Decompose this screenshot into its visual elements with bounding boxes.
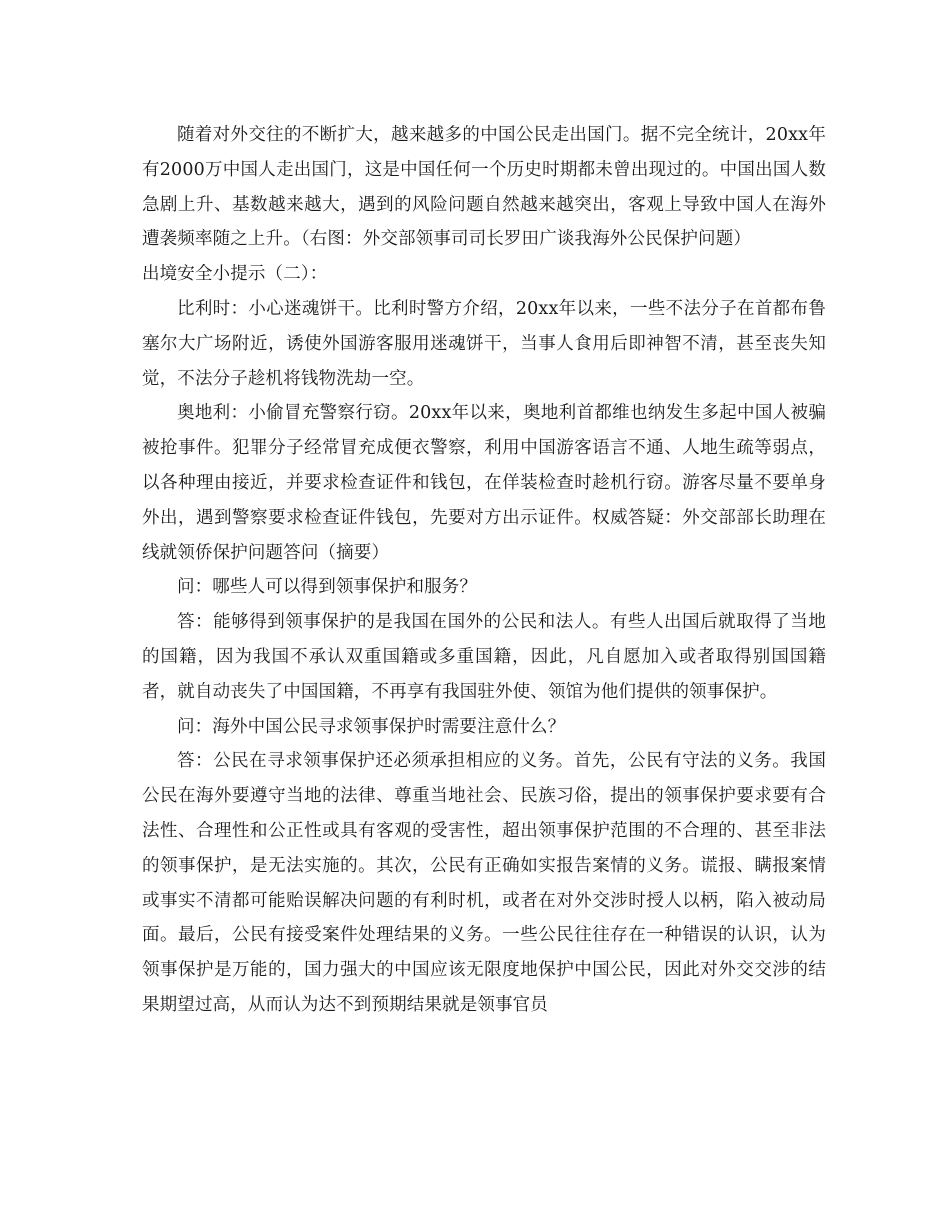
austria-tip-paragraph: 奥地利：小偷冒充警察行窃。20xx年以来，奥地利首都维也纳发生多起中国人被骗被抢事件。犯罪分子经常冒充成便衣警察，利用中国游客语言不通、人地生疏等弱点，以各种理由接近，并要求检查证件和钱包，在佯装检查时趁机行窃。游客尽量不要单身外出，遇到警察要求检查证件钱包，先要对方出示证件。权威答疑：外交部部长助理在线就领侨保护问题答问（摘要）: [142, 403, 826, 563]
question-paragraph: 问：海外中国公民寻求领事保护时需要注意什么？: [177, 716, 566, 737]
belgium-tip-paragraph: 比利时：小心迷魂饼干。比利时警方介绍，20xx年以来，一些不法分子在首都布鲁塞尔大广场附近，诱使外国游客服用迷魂饼干，当事人食用后即神智不清，甚至丧失知觉，不法分子趁机将钱物洗劫一空。: [142, 298, 826, 389]
document-body: [142, 118, 826, 1023]
answer-paragraph: 答：公民在寻求领事保护还必须承担相应的义务。首先，公民有守法的义务。我国公民在海外要遵守当地的法律、尊重当地社会、民族习俗，提出的领事保护要求要有合法性、合理性和公正性或具有客观的受害性，超出领事保护范围的不合理的、甚至非法的领事保护，是无法实施的。其次，公民有正确如实报告案情的义务。谎报、瞒报案情或事实不清都可能贻误解决问题的有利时机，或者在对外交涉时授人以柄，陷入被动局面。最后，公民有接受案件处理结果的义务。一些公民往往存在一种错误的认识，认为领事保护是万能的，国力强大的中国应该无限度地保护中国公民，因此对外交交涉的结果期望过高，从而认为达不到预期结果就是领事官员: [142, 751, 826, 1015]
section-heading: 出境安全小提示（二）：: [142, 264, 328, 285]
answer-paragraph: 答：能够得到领事保护的是我国在国外的公民和法人。有些人出国后就取得了当地的国籍，因为我国不承认双重国籍或多重国籍，因此，凡自愿加入或者取得别国国籍者，就自动丧失了中国国籍，不再享有我国驻外使、领馆为他们提供的领事保护。: [142, 612, 826, 702]
question-paragraph: 问：哪些人可以得到领事保护和服务？: [177, 577, 478, 598]
intro-paragraph: 随着对外交往的不断扩大，越来越多的中国公民走出国门。据不完全统计，20xx年有2000万中国人走出国门，这是中国任何一个历史时期都未曾出现过的。中国出国人数急剧上升、基数越来越大，遇到的风险问题自然越来越突出，客观上导致中国人在海外遭袭频率随之上升。（右图：外交部领事司司长罗田广谈我海外公民保护问题）: [142, 125, 826, 250]
